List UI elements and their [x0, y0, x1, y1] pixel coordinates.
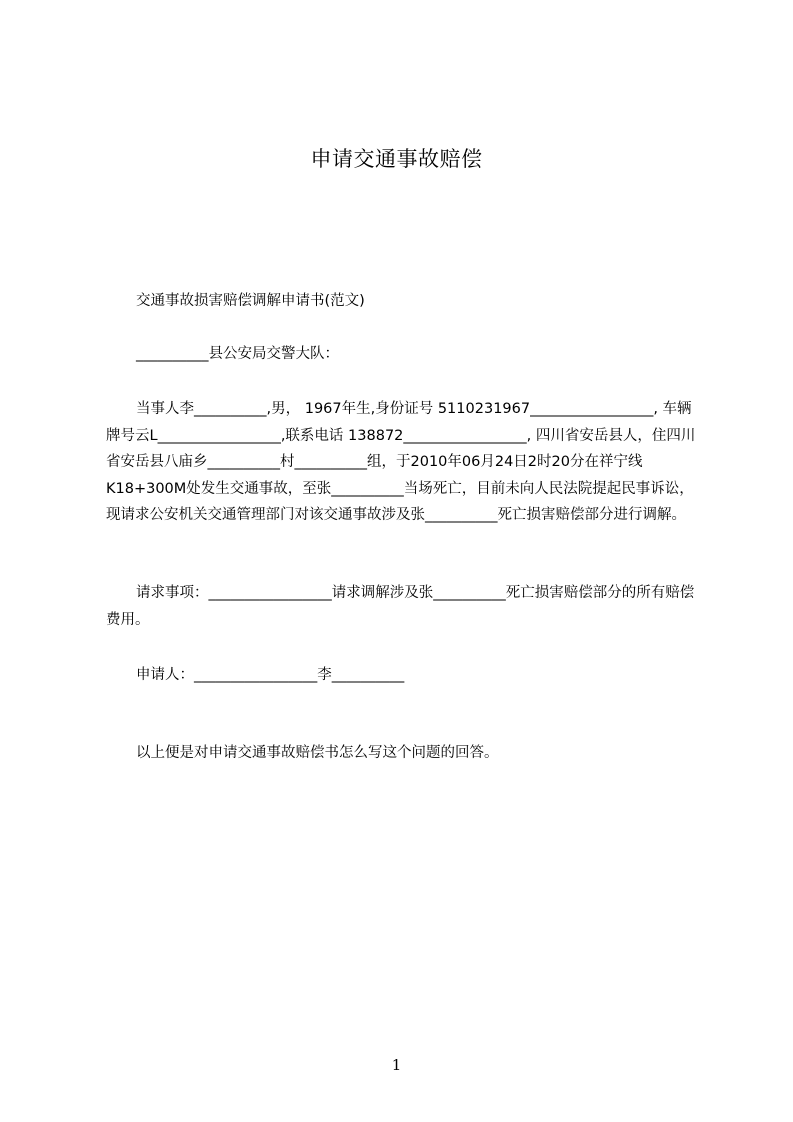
- body-paragraph: 当事人李__________,男， 1967年生,身份证号 5110231967_________________, 车辆牌号云L_________________,联系电话 138872_________________, 四川省安岳县人，住四川省安岳县八庙乡__________村__________组，于2010年06月24日2时20分在祥宁线K18+300M处发生交通事故，至张__________当场死亡，目前未向人民法院提起民事诉讼，现请求公安机关交通管理部门对该交通事故涉及张__________死亡损害赔偿部分进行调解。: [106, 401, 696, 523]
- request-paragraph: 请求事项：_________________请求调解涉及张__________死亡损害赔偿部分的所有赔偿费用。: [106, 585, 695, 628]
- applicant-line: 申请人：_________________李__________: [136, 667, 405, 683]
- closing-line: 以上便是对申请交通事故赔偿书怎么写这个问题的回答。: [136, 745, 499, 761]
- addressee-line: __________县公安局交警大队：: [136, 346, 339, 362]
- page-number: 1: [391, 1056, 402, 1074]
- document-subtitle: 交通事故损害赔偿调解申请书(范文): [136, 293, 365, 309]
- document-title: 申请交通事故赔偿: [310, 147, 483, 171]
